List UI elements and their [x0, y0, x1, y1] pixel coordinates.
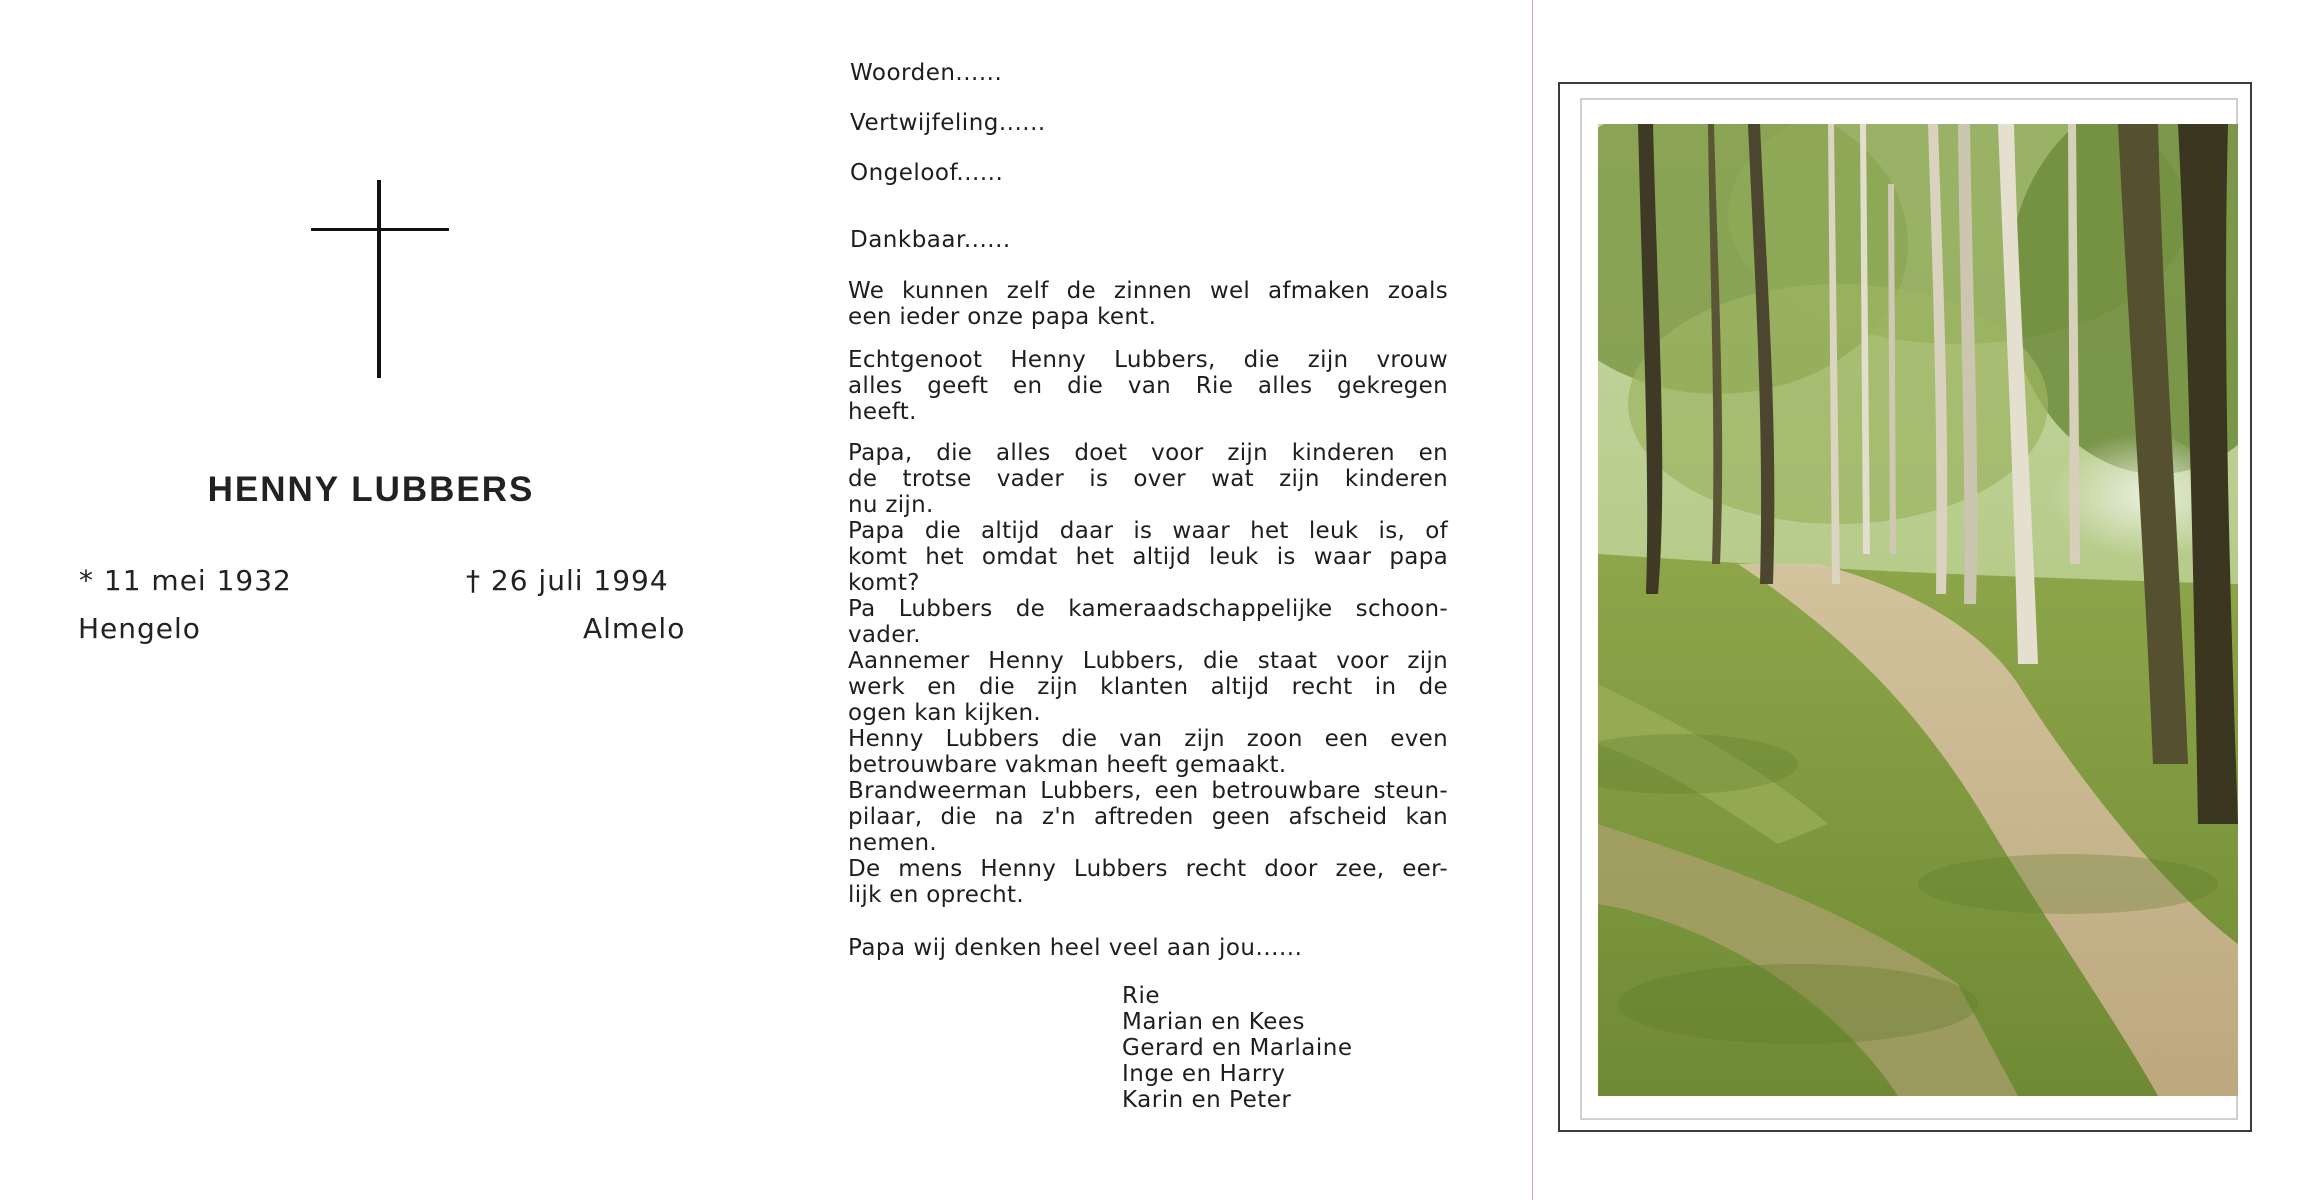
- paragraph-tribute: [848, 440, 1448, 908]
- deceased-name: HENNY LUBBERS: [207, 470, 535, 509]
- birth-place: Hengelo: [78, 612, 201, 645]
- text-line: Henny Lubbers die van zijn zoon een even: [848, 726, 1448, 752]
- text-line: betrouwbare vakman heeft gemaakt.: [848, 752, 1287, 778]
- paragraph-husband: [848, 347, 1448, 425]
- text-line: komt?: [848, 570, 920, 596]
- text-line: Pa Lubbers de kameraadschappelijke schoon-: [848, 596, 1448, 622]
- text-line: Papa, die alles doet voor zijn kinderen en: [848, 440, 1448, 466]
- family-member: Gerard en Marlaine: [1122, 1035, 1353, 1061]
- poem-line-grateful: Dankbaar......: [850, 227, 1011, 253]
- text-line: ogen kan kijken.: [848, 700, 1042, 726]
- text-line: Papa die altijd daar is waar het leuk is, of: [848, 518, 1448, 544]
- text-line: lijk en oprecht.: [848, 882, 1024, 908]
- poem-line-words: Woorden......: [850, 60, 1003, 86]
- text-line: werk en die zijn klanten altijd recht in de: [848, 674, 1448, 700]
- text-line: Aannemer Henny Lubbers, die staat voor zijn: [848, 648, 1448, 674]
- text-line: vader.: [848, 622, 921, 648]
- text-line: een ieder onze papa kent.: [848, 304, 1157, 330]
- cross-icon-bar: [311, 228, 449, 231]
- poem-line-disbelief: Ongeloof......: [850, 160, 1004, 186]
- forest-path-photo: [1598, 124, 2238, 1096]
- death-place: Almelo: [583, 612, 686, 645]
- text-line: nemen.: [848, 830, 937, 856]
- text-line: Echtgenoot Henny Lubbers, die zijn vrouw: [848, 347, 1448, 373]
- text-line: De mens Henny Lubbers recht door zee, eer-: [848, 856, 1448, 882]
- text-line: komt het omdat het altijd leuk is waar papa: [848, 544, 1448, 570]
- text-line: de trotse vader is over wat zijn kinderen: [848, 466, 1448, 492]
- family-member: Rie: [1122, 983, 1161, 1009]
- text-line: alles geeft en die van Rie alles gekregen: [848, 373, 1448, 399]
- death-date: † 26 juli 1994: [466, 564, 669, 597]
- text-line: We kunnen zelf de zinnen wel afmaken zoals: [848, 278, 1448, 304]
- cross-icon: [377, 180, 381, 378]
- text-line: nu zijn.: [848, 492, 934, 518]
- closing-line: Papa wij denken heel veel aan jou......: [848, 935, 1303, 961]
- card-fold-line: [1532, 0, 1533, 1200]
- text-line: Brandweerman Lubbers, een betrouwbare steun-: [848, 778, 1448, 804]
- family-member: Inge en Harry: [1122, 1061, 1286, 1087]
- poem-line-despair: Vertwijfeling......: [850, 110, 1046, 136]
- family-member: Karin en Peter: [1122, 1087, 1292, 1113]
- text-line: heeft.: [848, 399, 917, 425]
- birth-date: * 11 mei 1932: [79, 564, 292, 597]
- family-member: Marian en Kees: [1122, 1009, 1306, 1035]
- paragraph-intro: [848, 278, 1448, 330]
- text-line: pilaar, die na z'n aftreden geen afscheid kan: [848, 804, 1448, 830]
